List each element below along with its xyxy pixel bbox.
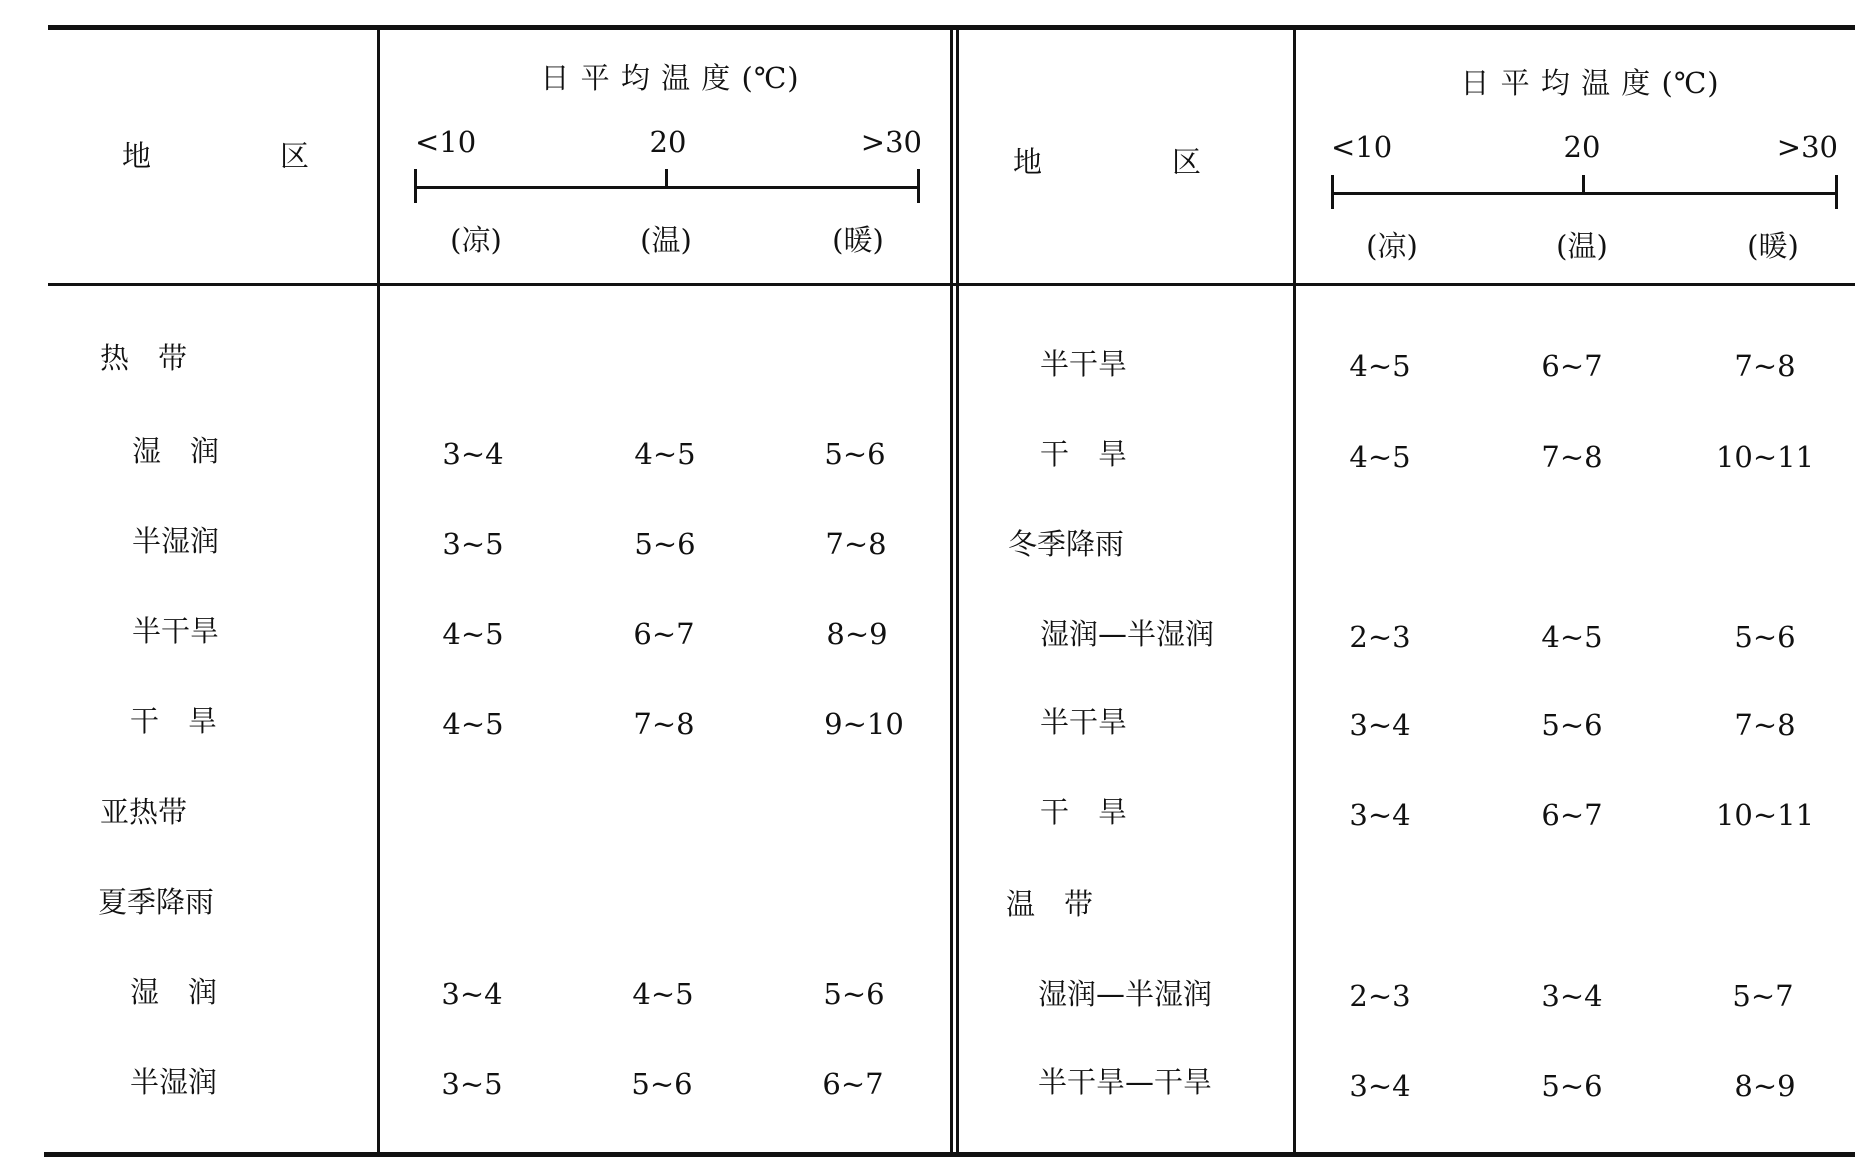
value-warm: 5~6 [631,1067,693,1101]
value-cool: 3~4 [442,437,504,471]
value-cool: 3~5 [442,527,504,561]
region-name: 半干旱 [132,614,220,648]
value-hot: 5~6 [823,977,885,1011]
value-warm: 6~7 [1541,349,1603,383]
value-warm: 6~7 [633,617,695,651]
value-cool: 3~5 [441,1067,503,1101]
value-hot: 8~9 [826,617,888,651]
region-name: 热 带 [100,341,188,375]
scale-label-high: >30 [1776,130,1838,164]
temperature-header: 日 平 均 温 度 (℃) [540,61,800,95]
value-warm: 7~8 [633,707,695,741]
value-warm: 4~5 [1541,620,1603,654]
value-hot: 5~6 [824,437,886,471]
divider-center-1 [950,30,953,1152]
temperature-header: 日 平 均 温 度 (℃) [1460,66,1720,100]
value-cool: 2~3 [1349,620,1411,654]
value-cool: 4~5 [1349,440,1411,474]
region-name: 湿 润 [130,975,218,1009]
scale-label-low: <10 [415,125,477,159]
value-warm: 6~7 [1541,798,1603,832]
region-header-char-1: 地 [122,139,152,173]
value-hot: 5~7 [1732,979,1794,1013]
value-hot: 9~10 [824,707,904,741]
value-warm: 7~8 [1541,440,1603,474]
value-cool: 3~4 [441,977,503,1011]
region-name: 半干旱 [1040,347,1128,381]
class-label-hot: (暖) [1747,229,1799,263]
value-warm: 5~6 [1541,1069,1603,1103]
value-cool: 3~4 [1349,798,1411,832]
value-cool: 4~5 [442,707,504,741]
region-name: 湿 润 [132,434,220,468]
region-header-char-1: 地 [1013,145,1043,179]
value-cool: 3~4 [1349,1069,1411,1103]
value-warm: 5~6 [1541,708,1603,742]
value-warm: 5~6 [634,527,696,561]
class-label-hot: (暖) [832,223,884,257]
divider-center-2 [956,30,959,1152]
scale-label-low: <10 [1331,130,1393,164]
value-hot: 5~6 [1734,620,1796,654]
temperature-scale-bar [1331,173,1838,213]
region-name: 半湿润 [130,1065,218,1099]
region-header-char-2: 区 [280,139,310,173]
class-label-cool: (凉) [450,223,502,257]
temperature-scale-bar [414,167,920,207]
value-cool: 4~5 [1349,349,1411,383]
scale-label-high: >30 [860,125,922,159]
value-hot: 8~9 [1734,1069,1796,1103]
value-hot: 10~11 [1715,798,1815,832]
value-hot: 7~8 [1734,349,1796,383]
region-header-char-2: 区 [1172,145,1202,179]
divider-left [377,30,380,1152]
region-name: 温 带 [1006,887,1094,921]
region-name: 干 旱 [1040,795,1128,829]
region-name: 半干旱—干旱 [1038,1065,1213,1099]
region-name: 冬季降雨 [1008,527,1125,561]
value-hot: 10~11 [1715,440,1815,474]
value-warm: 4~5 [632,977,694,1011]
value-warm: 3~4 [1541,979,1603,1013]
value-cool: 2~3 [1349,979,1411,1013]
value-hot: 7~8 [825,527,887,561]
class-label-warm: (温) [1556,229,1608,263]
region-name: 湿润—半湿润 [1038,977,1213,1011]
region-name: 干 旱 [130,704,218,738]
value-cool: 3~4 [1349,708,1411,742]
region-name: 半干旱 [1040,705,1128,739]
value-hot: 7~8 [1734,708,1796,742]
region-name: 夏季降雨 [98,885,215,919]
value-hot: 6~7 [822,1067,884,1101]
class-label-cool: (凉) [1366,229,1418,263]
region-name: 半湿润 [132,524,220,558]
region-name: 干 旱 [1040,437,1128,471]
value-warm: 4~5 [634,437,696,471]
scale-label-mid: 20 [649,125,687,159]
region-name: 湿润—半湿润 [1040,617,1215,651]
class-label-warm: (温) [640,223,692,257]
bottom-rule [44,1152,1855,1157]
scale-label-mid: 20 [1563,130,1601,164]
region-name: 亚热带 [100,795,188,829]
value-cool: 4~5 [442,617,504,651]
divider-right [1293,30,1296,1152]
